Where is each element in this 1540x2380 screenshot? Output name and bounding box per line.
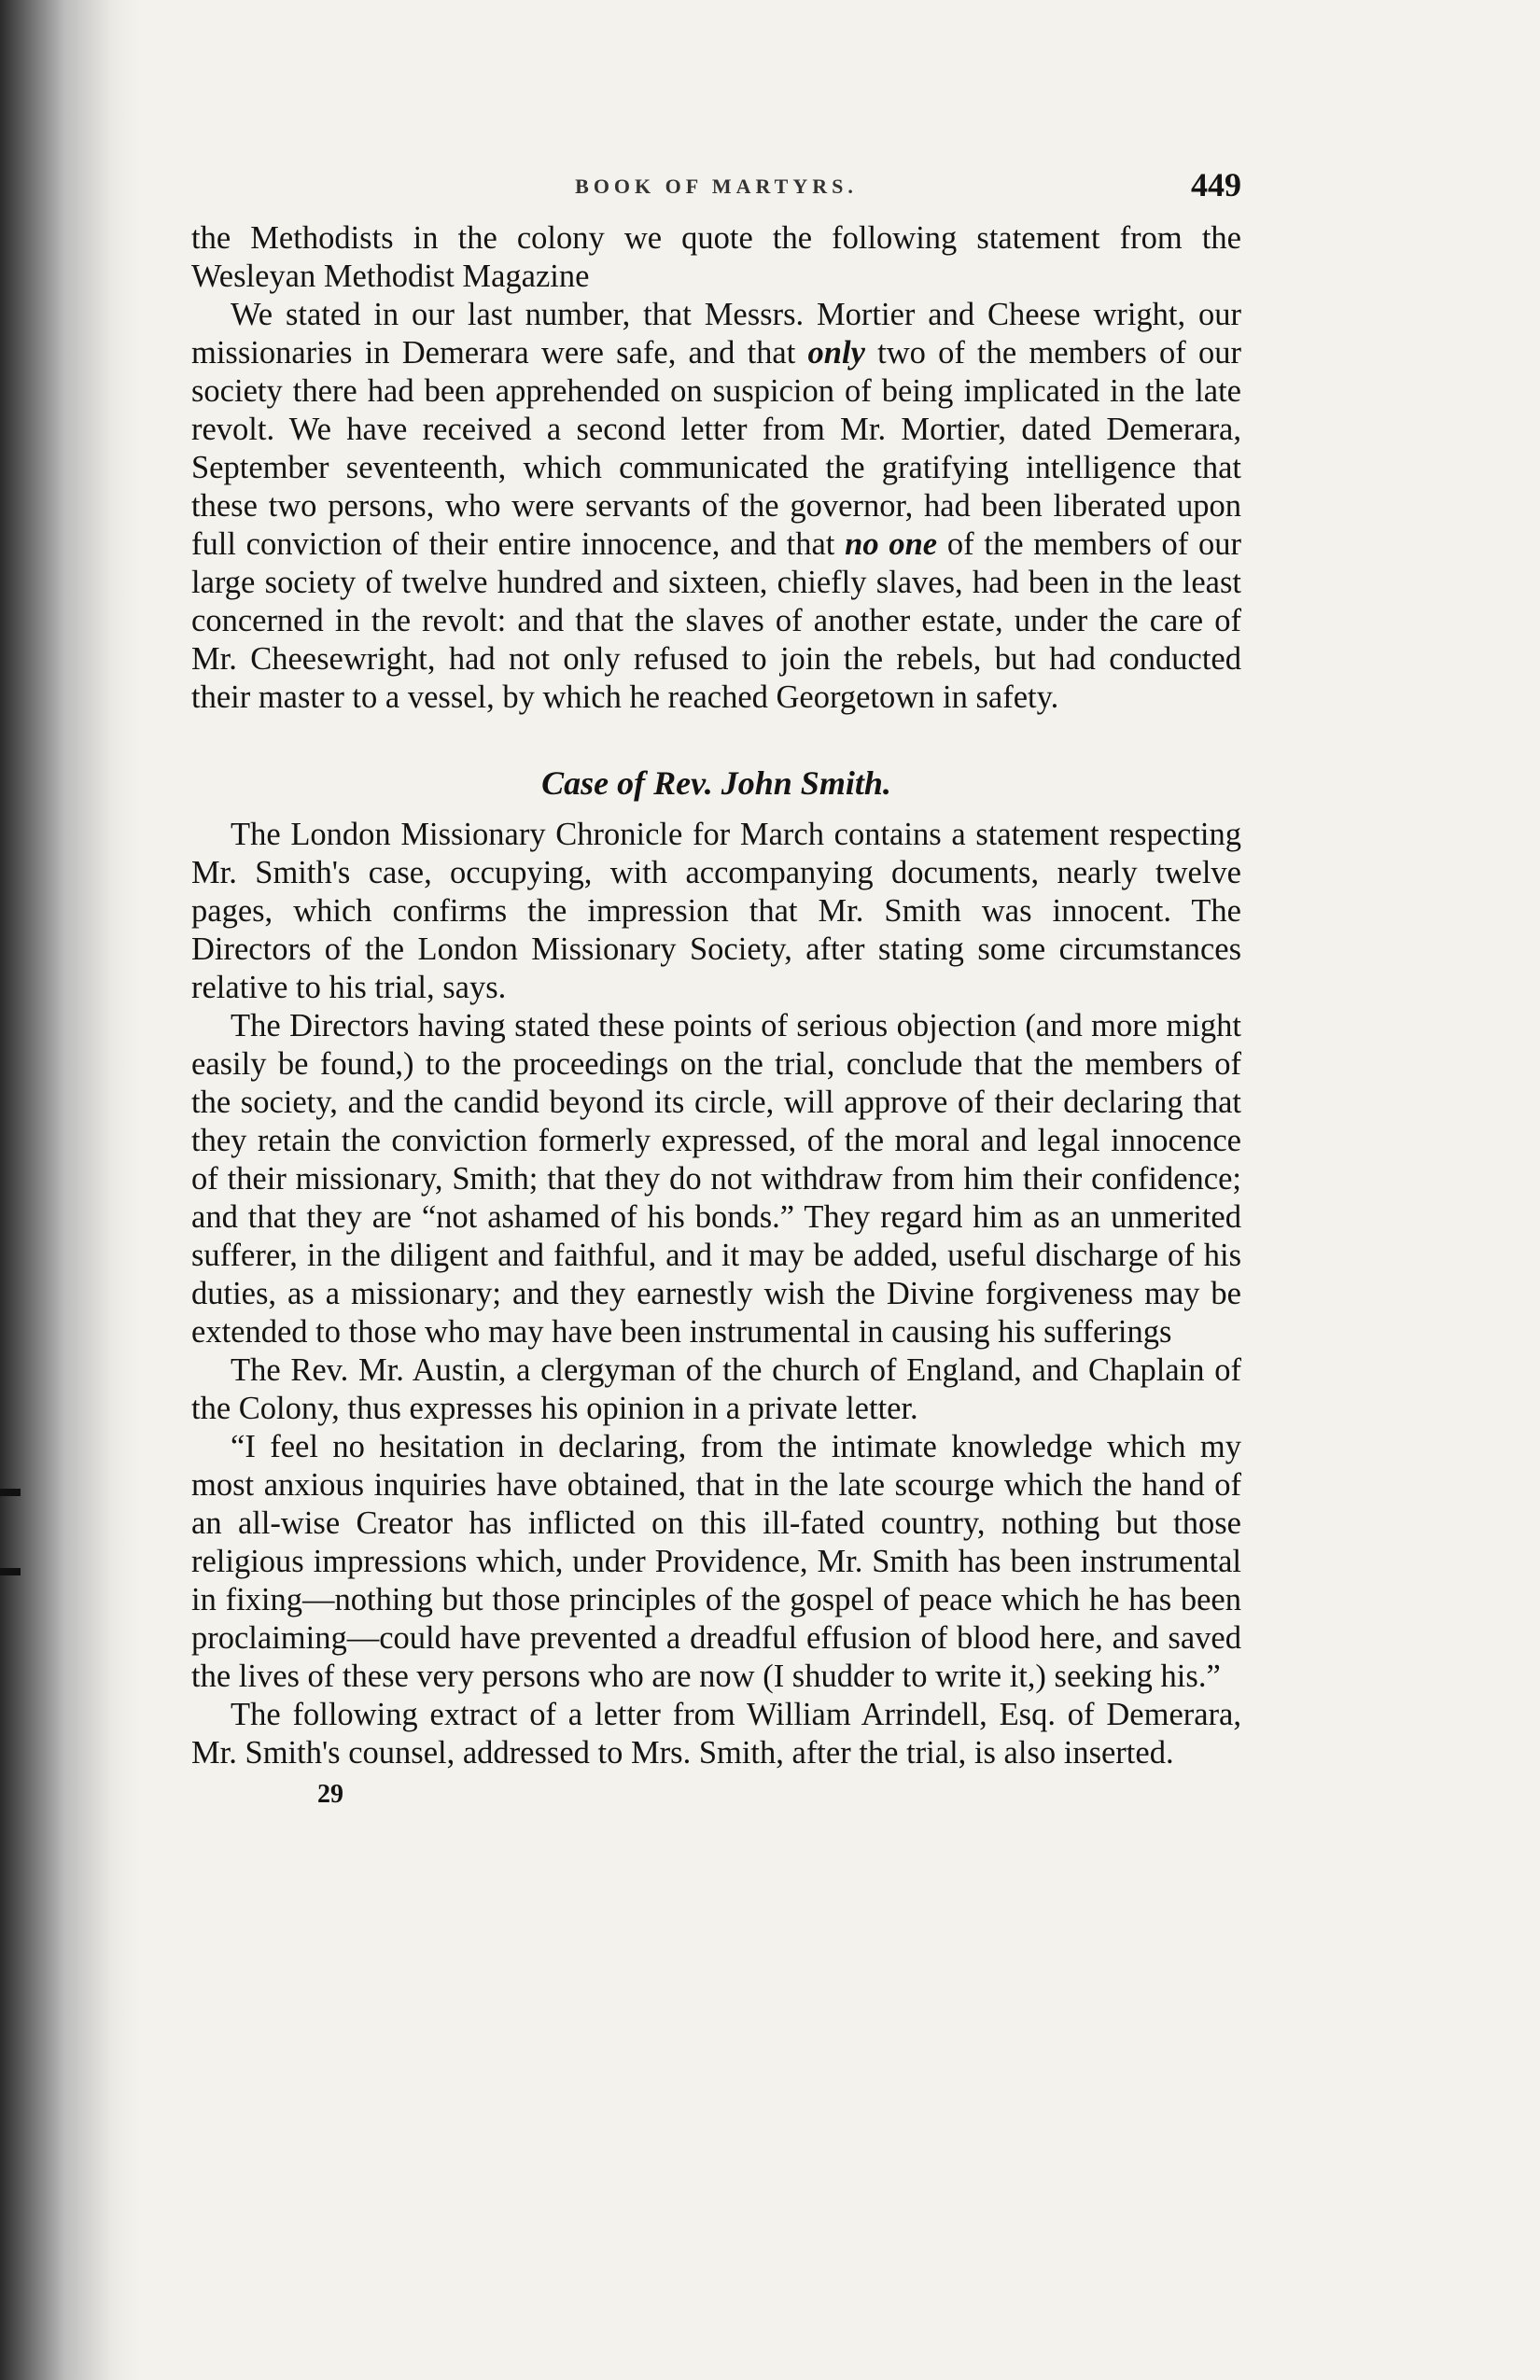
- emphasis-no-one: no one: [845, 526, 938, 562]
- scanned-page-edge: [0, 0, 140, 2380]
- paragraph-austin-quote: “I feel no hesitation in declaring, from the intimate knowledge which my most anxious inquiries have obtained, that in the late scourge which the hand of an all-wise Creator has inflicted on this ill-fated country, nothing but those religious impressions which, under Providence, Mr. Smith has been instrumental in fixing—nothing but those principles of the gospel of peace which he has been proclaiming—could have prevented a dreadful effusion of blood here, and saved the lives of these very persons who are now (I shudder to write it,) seeking his.”: [191, 1429, 1241, 1694]
- book-page: [191, 154, 1241, 1810]
- emphasis-only: only: [807, 335, 865, 371]
- paragraph-arrindell: The following extract of a letter from William Arrindell, Esq. of Demerara, Mr. Smith's counsel, addressed to Mrs. Smith, after the trial, is also inserted.: [191, 1697, 1241, 1771]
- running-head: [191, 154, 1241, 219]
- paragraph-directors: The Directors having stated these points of serious objection (and more might easily be found,) to the proceedings on the trial, conclude that the members of the society, and the candid beyond its circle, will approve of their declaring that they retain the conviction formerly expressed, of the moral and legal innocence of their missionary, Smith; that they do not withdraw from him their confidence; and that they are “not ashamed of his bonds.” They regard him as an unmerited sufferer, in the diligent and faithful, and it may be added, useful discharge of his duties, as a missionary; and they earnestly wish the Divine forgiveness may be extended to those who may have been instrumental in causing his sufferings: [191, 1008, 1241, 1350]
- signature-mark: 29: [317, 1780, 343, 1809]
- running-title: BOOK OF MARTYRS.: [575, 175, 858, 198]
- edge-mark: [0, 1489, 21, 1496]
- section-heading: Case of Rev. John Smith.: [541, 764, 891, 802]
- paragraph-missionary-chronicle: The London Missionary Chronicle for March contains a statement respecting Mr. Smith's case, occupying, with accompanying documents, nearly twelve pages, which confirms the impression that Mr. Smith was innocent. The Directors of the London Missionary Society, after stating some circumstances relative to his trial, says.: [191, 817, 1241, 1005]
- paragraph-text: two of the members of our society there had been apprehended on suspicion of being implicated in the late revolt. We have received a second letter from Mr. Mortier, dated Demerara, September seventeenth, which communicated the gratifying intelligence that these two persons, who were servants of the governor, had been liberated upon full conviction of their entire innocence, and that: [191, 335, 1241, 562]
- paragraph-mortier-letter: [191, 296, 1241, 717]
- paragraph-text: of the members of our large society of twelve hundred and sixteen, chiefly slaves, had been in the least concerned in the revolt: and that the slaves of another estate, under the care of Mr. Cheesewright, had not only refused to join the rebels, but had conducted their master to a vessel, by which he reached Georgetown in safety.: [191, 526, 1242, 715]
- paragraph-austin: The Rev. Mr. Austin, a clergyman of the church of England, and Chaplain of the Colony, thus expresses his opinion in a private letter.: [191, 1352, 1241, 1426]
- paragraph-methodists-intro: the Methodists in the colony we quote the following statement from the Wesleyan Methodist Magazine: [191, 220, 1241, 294]
- edge-mark: [0, 1568, 21, 1575]
- paragraph-text: We stated in our last number, that Messrs. Mortier and Cheese wright, our missionaries in Demerara were safe, and that: [191, 297, 1241, 371]
- page-number: 449: [1191, 166, 1241, 203]
